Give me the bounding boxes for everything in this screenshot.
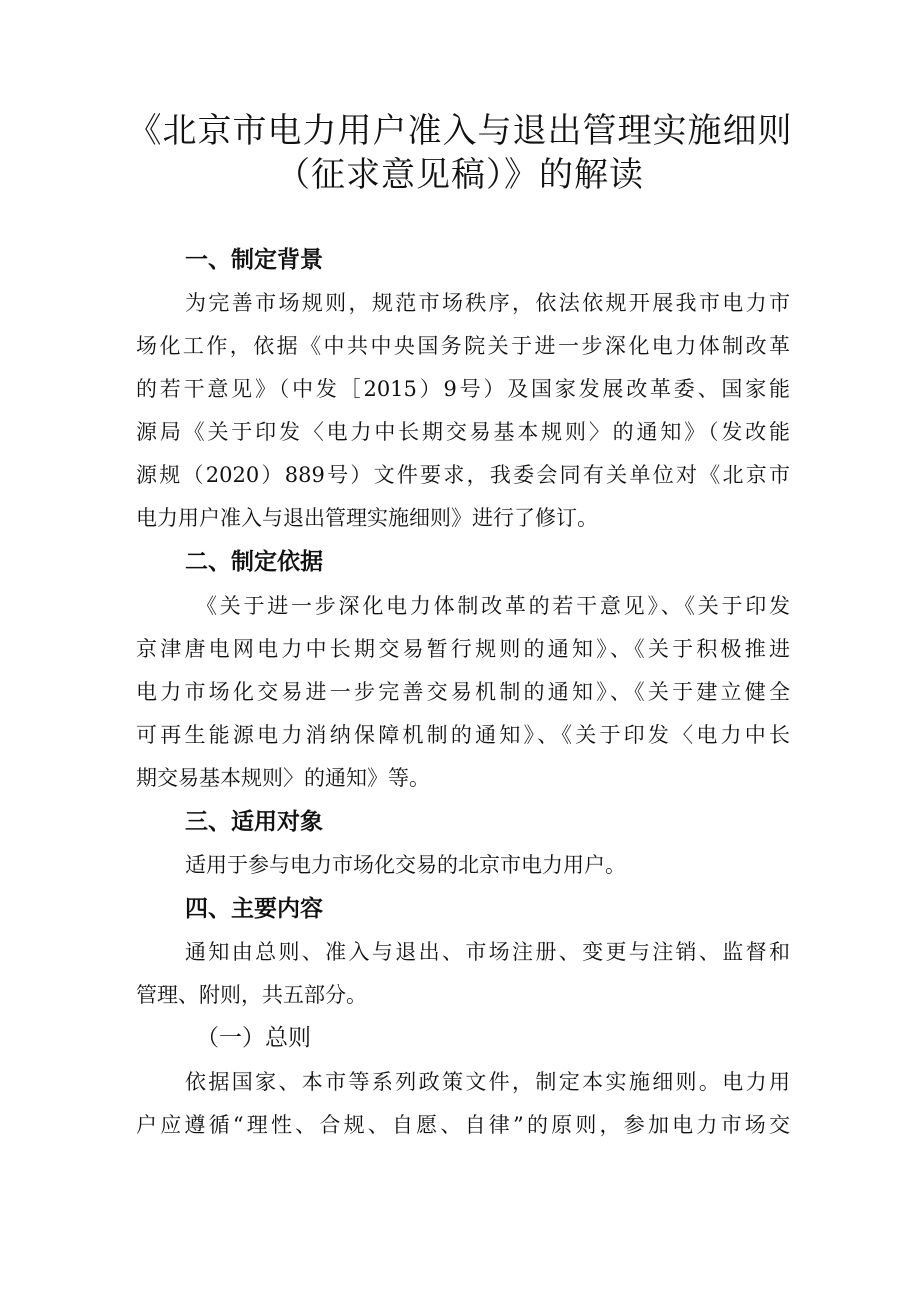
paragraph-line: 户应遵循“理性、合规、自愿、自律”的原则，参加电力市场交 — [136, 1113, 790, 1137]
paragraph-line: 场化工作，依据《中共中央国务院关于进一步深化电力体制改革 — [136, 334, 790, 358]
paragraph-line: 为完善市场规则，规范市场秩序，依法依规开展我市电力市 — [185, 291, 790, 315]
paragraph-line: 管理、附则，共五部分。 — [136, 983, 367, 1007]
paragraph-line: 电力用户准入与退出管理实施细则》进行了修订。 — [136, 506, 598, 530]
paragraph-line: 京津唐电网电力中长期交易暂行规则的通知》、《关于积极推进 — [136, 637, 790, 661]
section-heading-basis: 二、制定依据 — [185, 549, 323, 575]
paragraph-line: 《关于进一步深化电力体制改革的若干意见》、《关于印发 — [196, 594, 790, 618]
paragraph-line: 的若干意见》（中发［2015）9号）及国家发展改革委、国家能 — [136, 377, 790, 401]
document-title-line-1: 《北京市电力用户准入与退出管理实施细则 — [127, 111, 793, 151]
subsection-heading-general: （一）总则 — [196, 1025, 311, 1051]
paragraph-line: 通知由总则、准入与退出、市场注册、变更与注销、监督和 — [185, 940, 790, 964]
paragraph-line: 源局《关于印发〈电力中长期交易基本规则〉的通知》（发改能 — [136, 420, 790, 444]
paragraph-line: 可再生能源电力消纳保障机制的通知》、《关于印发〈电力中长 — [136, 723, 790, 747]
paragraph-line: 源规（2020）889号）文件要求，我委会同有关单位对《北京市 — [136, 463, 790, 487]
section-heading-background: 一、制定背景 — [185, 247, 323, 273]
section-heading-scope: 三、适用对象 — [185, 809, 323, 835]
paragraph-line: 依据国家、本市等系列政策文件，制定本实施细则。电力用 — [185, 1070, 790, 1094]
paragraph-line: 电力市场化交易进一步完善交易机制的通知》、《关于建立健全 — [136, 680, 790, 704]
paragraph-line: 适用于参与电力市场化交易的北京市电力用户。 — [185, 853, 626, 877]
document-title-line-2: （征求意见稿）》的解读 — [276, 155, 644, 195]
paragraph-line: 期交易基本规则〉的通知》等。 — [136, 766, 430, 790]
section-heading-main-content: 四、主要内容 — [185, 896, 323, 922]
